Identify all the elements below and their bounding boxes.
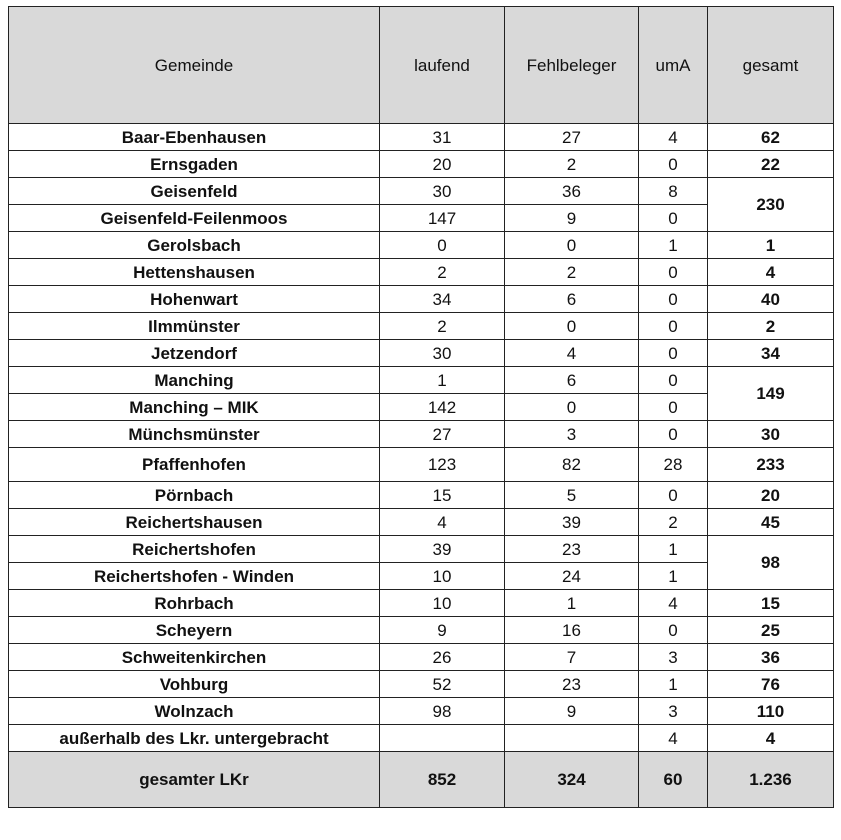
cell-laufend: 147 xyxy=(380,205,505,232)
cell-gemeinde: Vohburg xyxy=(9,671,380,698)
cell-laufend: 15 xyxy=(380,482,505,509)
cell-laufend: 0 xyxy=(380,232,505,259)
cell-fehlbeleger: 39 xyxy=(505,509,639,536)
cell-gesamt: 149 xyxy=(708,367,834,421)
cell-gesamt: 34 xyxy=(708,340,834,367)
cell-gemeinde: Geisenfeld xyxy=(9,178,380,205)
cell-gemeinde: Münchsmünster xyxy=(9,421,380,448)
cell-laufend: 142 xyxy=(380,394,505,421)
cell-gesamt: 2 xyxy=(708,313,834,340)
cell-fehlbeleger xyxy=(505,725,639,752)
cell-fehlbeleger: 6 xyxy=(505,286,639,313)
cell-uma: 0 xyxy=(639,421,708,448)
cell-laufend: 34 xyxy=(380,286,505,313)
cell-gesamt: 4 xyxy=(708,259,834,286)
cell-uma: 1 xyxy=(639,536,708,563)
table-row xyxy=(9,232,834,259)
cell-gesamt: 30 xyxy=(708,421,834,448)
header-gesamt: gesamt xyxy=(708,7,834,124)
cell-laufend: 9 xyxy=(380,617,505,644)
cell-gesamt: 45 xyxy=(708,509,834,536)
cell-gemeinde: Rohrbach xyxy=(9,590,380,617)
cell-uma: 1 xyxy=(639,671,708,698)
cell-gesamt: 4 xyxy=(708,725,834,752)
cell-gesamt: 1 xyxy=(708,232,834,259)
cell-uma: 8 xyxy=(639,178,708,205)
cell-uma: 0 xyxy=(639,367,708,394)
cell-fehlbeleger: 3 xyxy=(505,421,639,448)
cell-laufend: 27 xyxy=(380,421,505,448)
cell-uma: 1 xyxy=(639,563,708,590)
cell-laufend: 30 xyxy=(380,178,505,205)
cell-gemeinde: Pörnbach xyxy=(9,482,380,509)
total-laufend: 852 xyxy=(380,752,505,808)
cell-laufend: 10 xyxy=(380,563,505,590)
cell-gemeinde: außerhalb des Lkr. untergebracht xyxy=(9,725,380,752)
total-fehlbeleger: 324 xyxy=(505,752,639,808)
cell-laufend: 30 xyxy=(380,340,505,367)
table-row xyxy=(9,671,834,698)
cell-gesamt: 40 xyxy=(708,286,834,313)
cell-fehlbeleger: 23 xyxy=(505,536,639,563)
cell-uma: 3 xyxy=(639,698,708,725)
cell-fehlbeleger: 5 xyxy=(505,482,639,509)
cell-laufend: 4 xyxy=(380,509,505,536)
cell-gesamt: 36 xyxy=(708,644,834,671)
table-row xyxy=(9,448,834,482)
table-row xyxy=(9,590,834,617)
table-footer xyxy=(9,752,834,808)
cell-laufend: 26 xyxy=(380,644,505,671)
table-row xyxy=(9,259,834,286)
cell-fehlbeleger: 0 xyxy=(505,232,639,259)
cell-gemeinde: Hohenwart xyxy=(9,286,380,313)
cell-fehlbeleger: 0 xyxy=(505,394,639,421)
table-row xyxy=(9,421,834,448)
cell-fehlbeleger: 9 xyxy=(505,698,639,725)
cell-gemeinde: Ilmmünster xyxy=(9,313,380,340)
cell-gemeinde: Jetzendorf xyxy=(9,340,380,367)
cell-fehlbeleger: 23 xyxy=(505,671,639,698)
cell-gesamt: 15 xyxy=(708,590,834,617)
cell-fehlbeleger: 36 xyxy=(505,178,639,205)
cell-gesamt: 233 xyxy=(708,448,834,482)
cell-laufend: 39 xyxy=(380,536,505,563)
cell-laufend: 2 xyxy=(380,313,505,340)
header-laufend: laufend xyxy=(380,7,505,124)
table-row xyxy=(9,178,834,205)
table-row xyxy=(9,509,834,536)
cell-uma: 28 xyxy=(639,448,708,482)
cell-uma: 4 xyxy=(639,725,708,752)
cell-uma: 4 xyxy=(639,124,708,151)
cell-uma: 0 xyxy=(639,482,708,509)
cell-uma: 0 xyxy=(639,259,708,286)
cell-fehlbeleger: 9 xyxy=(505,205,639,232)
total-uma: 60 xyxy=(639,752,708,808)
data-table xyxy=(8,6,834,808)
cell-fehlbeleger: 7 xyxy=(505,644,639,671)
cell-gemeinde: Baar-Ebenhausen xyxy=(9,124,380,151)
table-row xyxy=(9,313,834,340)
cell-gesamt: 76 xyxy=(708,671,834,698)
cell-uma: 0 xyxy=(639,340,708,367)
cell-laufend: 1 xyxy=(380,367,505,394)
header-row xyxy=(9,7,834,124)
cell-gesamt: 98 xyxy=(708,536,834,590)
cell-gemeinde: Reichertshofen xyxy=(9,536,380,563)
cell-gesamt: 20 xyxy=(708,482,834,509)
cell-gemeinde: Reichertshofen - Winden xyxy=(9,563,380,590)
table-row xyxy=(9,617,834,644)
cell-gemeinde: Geisenfeld-Feilenmoos xyxy=(9,205,380,232)
cell-fehlbeleger: 27 xyxy=(505,124,639,151)
cell-gemeinde: Gerolsbach xyxy=(9,232,380,259)
table-row xyxy=(9,644,834,671)
table-row xyxy=(9,482,834,509)
cell-gemeinde: Scheyern xyxy=(9,617,380,644)
table-row xyxy=(9,286,834,313)
table-row xyxy=(9,725,834,752)
cell-laufend: 31 xyxy=(380,124,505,151)
cell-laufend xyxy=(380,725,505,752)
cell-laufend: 2 xyxy=(380,259,505,286)
cell-gesamt: 62 xyxy=(708,124,834,151)
cell-gemeinde: Reichertshausen xyxy=(9,509,380,536)
cell-gemeinde: Wolnzach xyxy=(9,698,380,725)
cell-fehlbeleger: 82 xyxy=(505,448,639,482)
cell-fehlbeleger: 4 xyxy=(505,340,639,367)
cell-laufend: 20 xyxy=(380,151,505,178)
cell-gesamt: 110 xyxy=(708,698,834,725)
table-row xyxy=(9,124,834,151)
cell-laufend: 52 xyxy=(380,671,505,698)
cell-fehlbeleger: 2 xyxy=(505,151,639,178)
cell-fehlbeleger: 16 xyxy=(505,617,639,644)
cell-gemeinde: Hettenshausen xyxy=(9,259,380,286)
cell-uma: 1 xyxy=(639,232,708,259)
table-row xyxy=(9,698,834,725)
cell-uma: 0 xyxy=(639,205,708,232)
cell-gemeinde: Schweitenkirchen xyxy=(9,644,380,671)
total-label: gesamter LKr xyxy=(9,752,380,808)
cell-uma: 2 xyxy=(639,509,708,536)
cell-uma: 0 xyxy=(639,394,708,421)
header-fehlbeleger: Fehlbeleger xyxy=(505,7,639,124)
cell-gesamt: 25 xyxy=(708,617,834,644)
cell-fehlbeleger: 6 xyxy=(505,367,639,394)
cell-uma: 0 xyxy=(639,151,708,178)
cell-uma: 0 xyxy=(639,313,708,340)
cell-gesamt: 230 xyxy=(708,178,834,232)
cell-gemeinde: Manching xyxy=(9,367,380,394)
table-row xyxy=(9,367,834,394)
cell-gemeinde: Manching – MIK xyxy=(9,394,380,421)
total-gesamt: 1.236 xyxy=(708,752,834,808)
cell-laufend: 98 xyxy=(380,698,505,725)
cell-fehlbeleger: 2 xyxy=(505,259,639,286)
table-row xyxy=(9,340,834,367)
header-uma: umA xyxy=(639,7,708,124)
cell-gemeinde: Ernsgaden xyxy=(9,151,380,178)
cell-fehlbeleger: 0 xyxy=(505,313,639,340)
table-row xyxy=(9,151,834,178)
cell-laufend: 10 xyxy=(380,590,505,617)
table-body xyxy=(9,124,834,752)
cell-uma: 4 xyxy=(639,590,708,617)
cell-uma: 0 xyxy=(639,617,708,644)
table-header xyxy=(9,7,834,124)
table-row xyxy=(9,536,834,563)
cell-uma: 0 xyxy=(639,286,708,313)
cell-fehlbeleger: 1 xyxy=(505,590,639,617)
cell-uma: 3 xyxy=(639,644,708,671)
cell-gemeinde: Pfaffenhofen xyxy=(9,448,380,482)
total-row xyxy=(9,752,834,808)
cell-gesamt: 22 xyxy=(708,151,834,178)
cell-fehlbeleger: 24 xyxy=(505,563,639,590)
header-gemeinde: Gemeinde xyxy=(9,7,380,124)
cell-laufend: 123 xyxy=(380,448,505,482)
